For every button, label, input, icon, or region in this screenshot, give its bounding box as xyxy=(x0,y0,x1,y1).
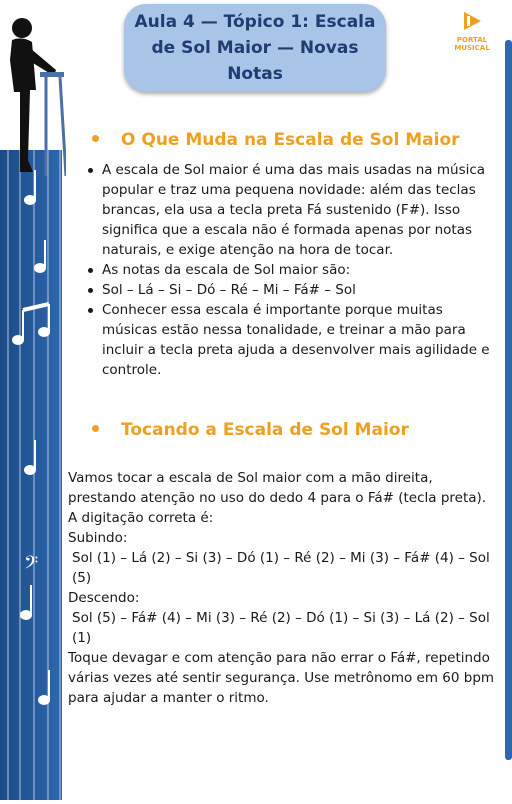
list-item: Conhecer essa escala é importante porque muitas músicas estão nessa tonalidade, e treinar a mão para incluir a tecla preta ajuda a desenvolver mais agilidade e controle. xyxy=(88,300,496,380)
bass-clef-icon: 𝄢 xyxy=(24,553,39,578)
playing-instructions xyxy=(68,468,498,708)
list-item: As notas da escala de Sol maior são: xyxy=(88,260,496,280)
intro-paragraph: Vamos tocar a escala de Sol maior com a mão direita, prestando atenção no uso do dedo 4 para o Fá# (tecla preta). A digitação correta é: xyxy=(68,470,487,526)
portal-musical-logo xyxy=(446,10,498,52)
section-heading-changes: O Que Muda na Escala de Sol Maior xyxy=(92,130,460,150)
logo-line-1: PORTAL xyxy=(456,36,488,44)
heading-bullet-icon xyxy=(92,425,99,432)
list-item: Sol – Lá – Si – Dó – Ré – Mi – Fá# – Sol xyxy=(88,280,496,300)
decorative-music-strip xyxy=(0,0,66,800)
descending-label: Descendo: xyxy=(68,590,140,606)
outro-paragraph: Toque devagar e com atenção para não errar o Fá#, repetindo várias vezes até sentir segurança. Use metrônomo em 60 bpm para ajudar a manter o ritmo. xyxy=(68,650,495,706)
musician-silhouette-icon xyxy=(10,18,56,172)
ascending-sequence: Sol (1) – Lá (2) – Si (3) – Dó (1) – Ré (2) – Mi (3) – Fá# (4) – Sol (5) xyxy=(72,550,490,586)
section-heading-playing: Tocando a Escala de Sol Maior xyxy=(92,420,409,440)
play-note-icon xyxy=(459,10,485,32)
page-title: Aula 4 — Tópico 1: Escala de Sol Maior — Novas Notas xyxy=(124,4,386,92)
list-item: A escala de Sol maior é uma das mais usadas na música popular e traz uma pequena novidade: além das teclas brancas, ela usa a tecla preta Fá sustenido (F#). Isso significa que a escala não é formada apenas por notas naturais, e exige atenção na hora de tocar. xyxy=(88,160,496,260)
descending-sequence: Sol (5) – Fá# (4) – Mi (3) – Ré (2) – Dó (1) – Si (3) – Lá (2) – Sol (1) xyxy=(72,610,490,646)
changes-list xyxy=(88,160,496,380)
ascending-label: Subindo: xyxy=(68,530,128,546)
logo-line-2: MUSICAL xyxy=(454,44,490,52)
heading-bullet-icon xyxy=(92,135,99,142)
decorative-right-edge xyxy=(502,0,512,800)
